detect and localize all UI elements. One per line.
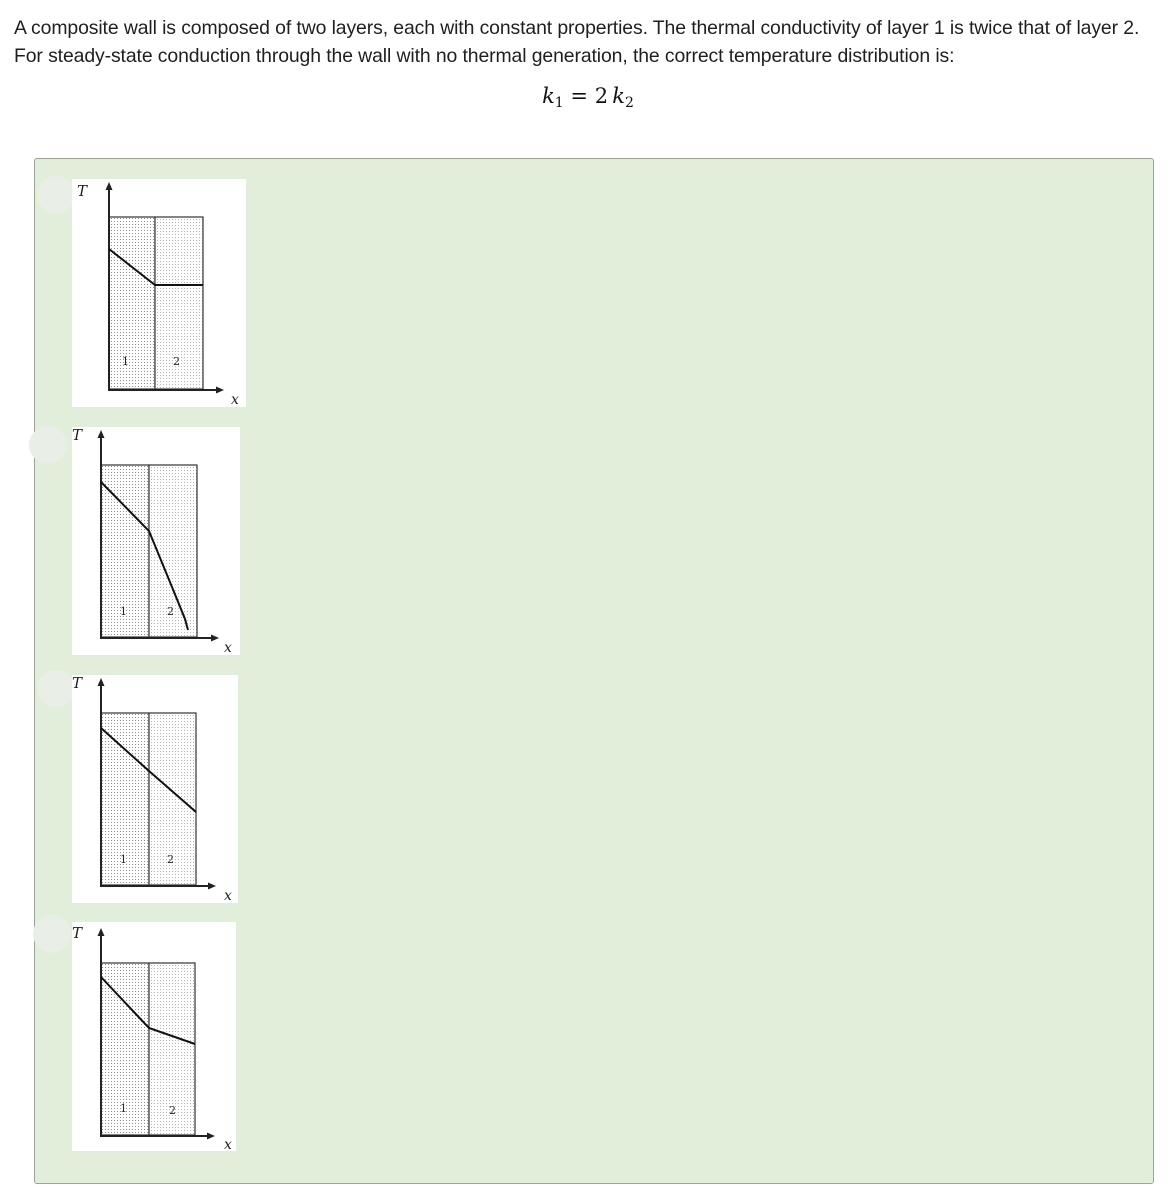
t-axis-arrow <box>98 678 105 686</box>
x-axis-arrow <box>207 1133 215 1140</box>
layer-2-label: 2 <box>169 1104 176 1117</box>
x-axis-label: x <box>231 392 239 407</box>
answer-option-c[interactable] <box>35 655 1153 903</box>
layer-1-label: 1 <box>120 605 127 618</box>
k2-subscript: 2 <box>625 95 634 111</box>
radio-button-a[interactable] <box>37 176 75 214</box>
layer-1-label: 1 <box>120 1102 127 1115</box>
layer-1 <box>109 217 155 389</box>
temperature-profile-figure-b <box>72 427 240 655</box>
x-axis-label: x <box>224 1137 232 1151</box>
radio-button-b[interactable] <box>29 426 67 464</box>
answer-options-panel <box>34 158 1154 1184</box>
question-text: A composite wall is composed of two layers, each with constant properties. The thermal conductivity of layer 1 is twice that of layer 2. For steady-state conduction through the wall with no thermal generation, the correct temperature distribution is: <box>14 17 1140 67</box>
radio-button-d[interactable] <box>33 915 71 953</box>
radio-button-c[interactable] <box>37 670 75 708</box>
t-axis-arrow <box>98 430 105 438</box>
t-axis-label: T <box>72 675 83 692</box>
layer-2-label: 2 <box>173 355 180 368</box>
temperature-profile-figure-d <box>72 922 236 1151</box>
equals-sign: = <box>570 84 589 108</box>
layer-1-label: 1 <box>120 853 127 866</box>
layer-2-label: 2 <box>167 605 174 618</box>
t-axis-arrow <box>106 182 113 190</box>
t-axis-label: T <box>72 924 83 942</box>
k1-symbol: k <box>542 84 555 108</box>
k2-symbol: k <box>612 84 626 108</box>
x-axis-arrow <box>208 883 216 890</box>
x-axis-label: x <box>224 888 232 903</box>
x-axis-arrow <box>216 387 224 394</box>
t-axis-arrow <box>98 928 105 936</box>
answer-option-d[interactable] <box>35 903 1153 1151</box>
x-axis-arrow <box>211 635 219 642</box>
coefficient: 2 <box>594 84 609 108</box>
t-axis-label: T <box>72 427 83 444</box>
x-axis-label: x <box>224 640 232 655</box>
answer-option-a[interactable] <box>35 159 1153 407</box>
t-axis-label: T <box>77 182 88 200</box>
layer-2-label: 2 <box>167 853 174 866</box>
k1-subscript: 1 <box>554 95 564 111</box>
layer-1-label: 1 <box>122 355 129 368</box>
conductivity-formula <box>0 84 1176 111</box>
temperature-profile-figure-a <box>72 179 246 407</box>
temperature-profile-figure-c <box>72 675 238 903</box>
answer-option-b[interactable] <box>35 407 1153 655</box>
